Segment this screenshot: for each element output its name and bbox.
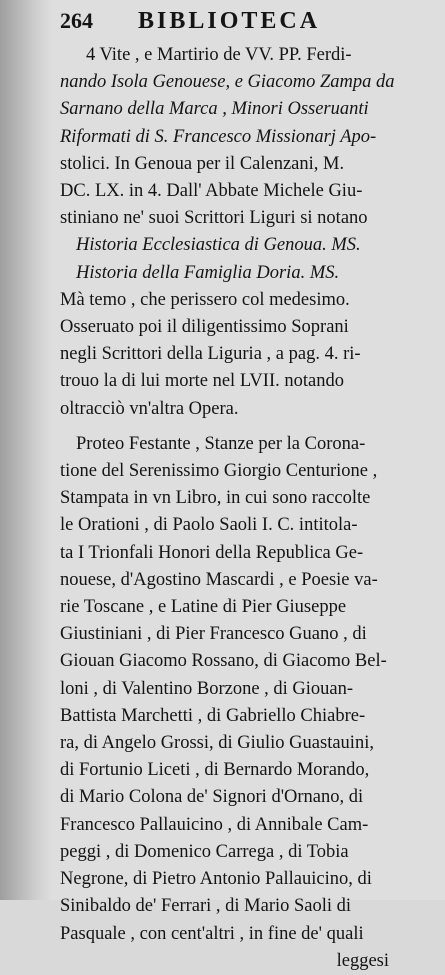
text-line: stolici. In Genoua per il Calenzani, M. (60, 153, 345, 174)
text-line: leggesi (336, 950, 389, 971)
text-line: Historia della Famiglia Doria. MS. (76, 262, 340, 283)
text-line: loni , di Valentino Borzone , di Giouan- (60, 678, 354, 699)
text-line: rie Toscane , e Latine di Pier Giuseppe (60, 597, 347, 618)
page-number: 264 (60, 8, 93, 33)
text-line: Mà temo , che perissero col medesimo. (60, 289, 350, 310)
text-line: di Mario Colona de' Signori d'Ornano, di (60, 787, 364, 808)
text-line: Riformati di S. Francesco Missionarj Apo- (60, 126, 377, 147)
entry-vite-martirio (60, 42, 429, 423)
text-line: ta I Trionfali Honori della Republica Ge- (60, 542, 364, 563)
text-line: 4 Vite , e Martirio de VV. PP. Ferdi- (86, 45, 352, 65)
text-line: nando Isola Genouese, e Giacomo Zampa da (60, 72, 395, 93)
text-line: tione del Serenissimo Giorgio Centurione , (60, 461, 378, 482)
text-line: Francesco Pallauicino , di Annibale Cam- (60, 814, 369, 835)
text-line: Sinibaldo de' Ferrari , di Mario Saoli di (60, 896, 352, 917)
text-line: Giustiniani , di Pier Francesco Guano , di (60, 624, 367, 645)
text-line: peggi , di Domenico Carrega , di Tobia (60, 841, 349, 862)
text-line: Stampata in vn Libro, in cui sono raccolte (60, 488, 371, 509)
text-line: Proteo Festante , Stanze per la Corona- (76, 433, 366, 454)
text-line: stiniano ne' suoi Scrittori Liguri si notano (60, 208, 368, 229)
text-line: le Orationi , di Paolo Saoli I. C. intitola- (60, 515, 358, 536)
entry-proteo-festante (60, 431, 429, 975)
text-line: negli Scrittori della Liguria , a pag. 4. ri- (60, 344, 361, 365)
text-line: oltracciò vn'altra Opera. (60, 398, 239, 419)
text-line: nouese, d'Agostino Mascardi , e Poesie va- (60, 569, 378, 590)
text-line: Negrone, di Pietro Antonio Pallauicino, di (60, 869, 372, 890)
text-line: DC. LX. in 4. Dall' Abbate Michele Giu- (60, 181, 363, 202)
text-line: Battista Marchetti , di Gabriello Chiabre- (60, 705, 366, 726)
text-line: Osseruato poi il diligentissimo Soprani (60, 317, 349, 338)
page-header (60, 8, 429, 42)
text-line: Giouan Giacomo Rossano, di Giacomo Bel- (60, 651, 387, 672)
running-title: BIBLIOTECA (138, 8, 321, 34)
text-line: Historia Ecclesiastica di Genoua. MS. (76, 235, 361, 256)
text-line: di Fortunio Liceti , di Bernardo Morando, (60, 760, 370, 781)
text-line: Pasquale , con cent'altri , in fine de' quali (60, 923, 364, 944)
text-line: Sarnano della Marca , Minori Osseruanti (60, 99, 369, 120)
text-line: trouo la di lui morte nel LVII. notando (60, 371, 344, 392)
text-line: ra, di Angelo Grossi, di Giulio Guastauini, (60, 733, 374, 754)
